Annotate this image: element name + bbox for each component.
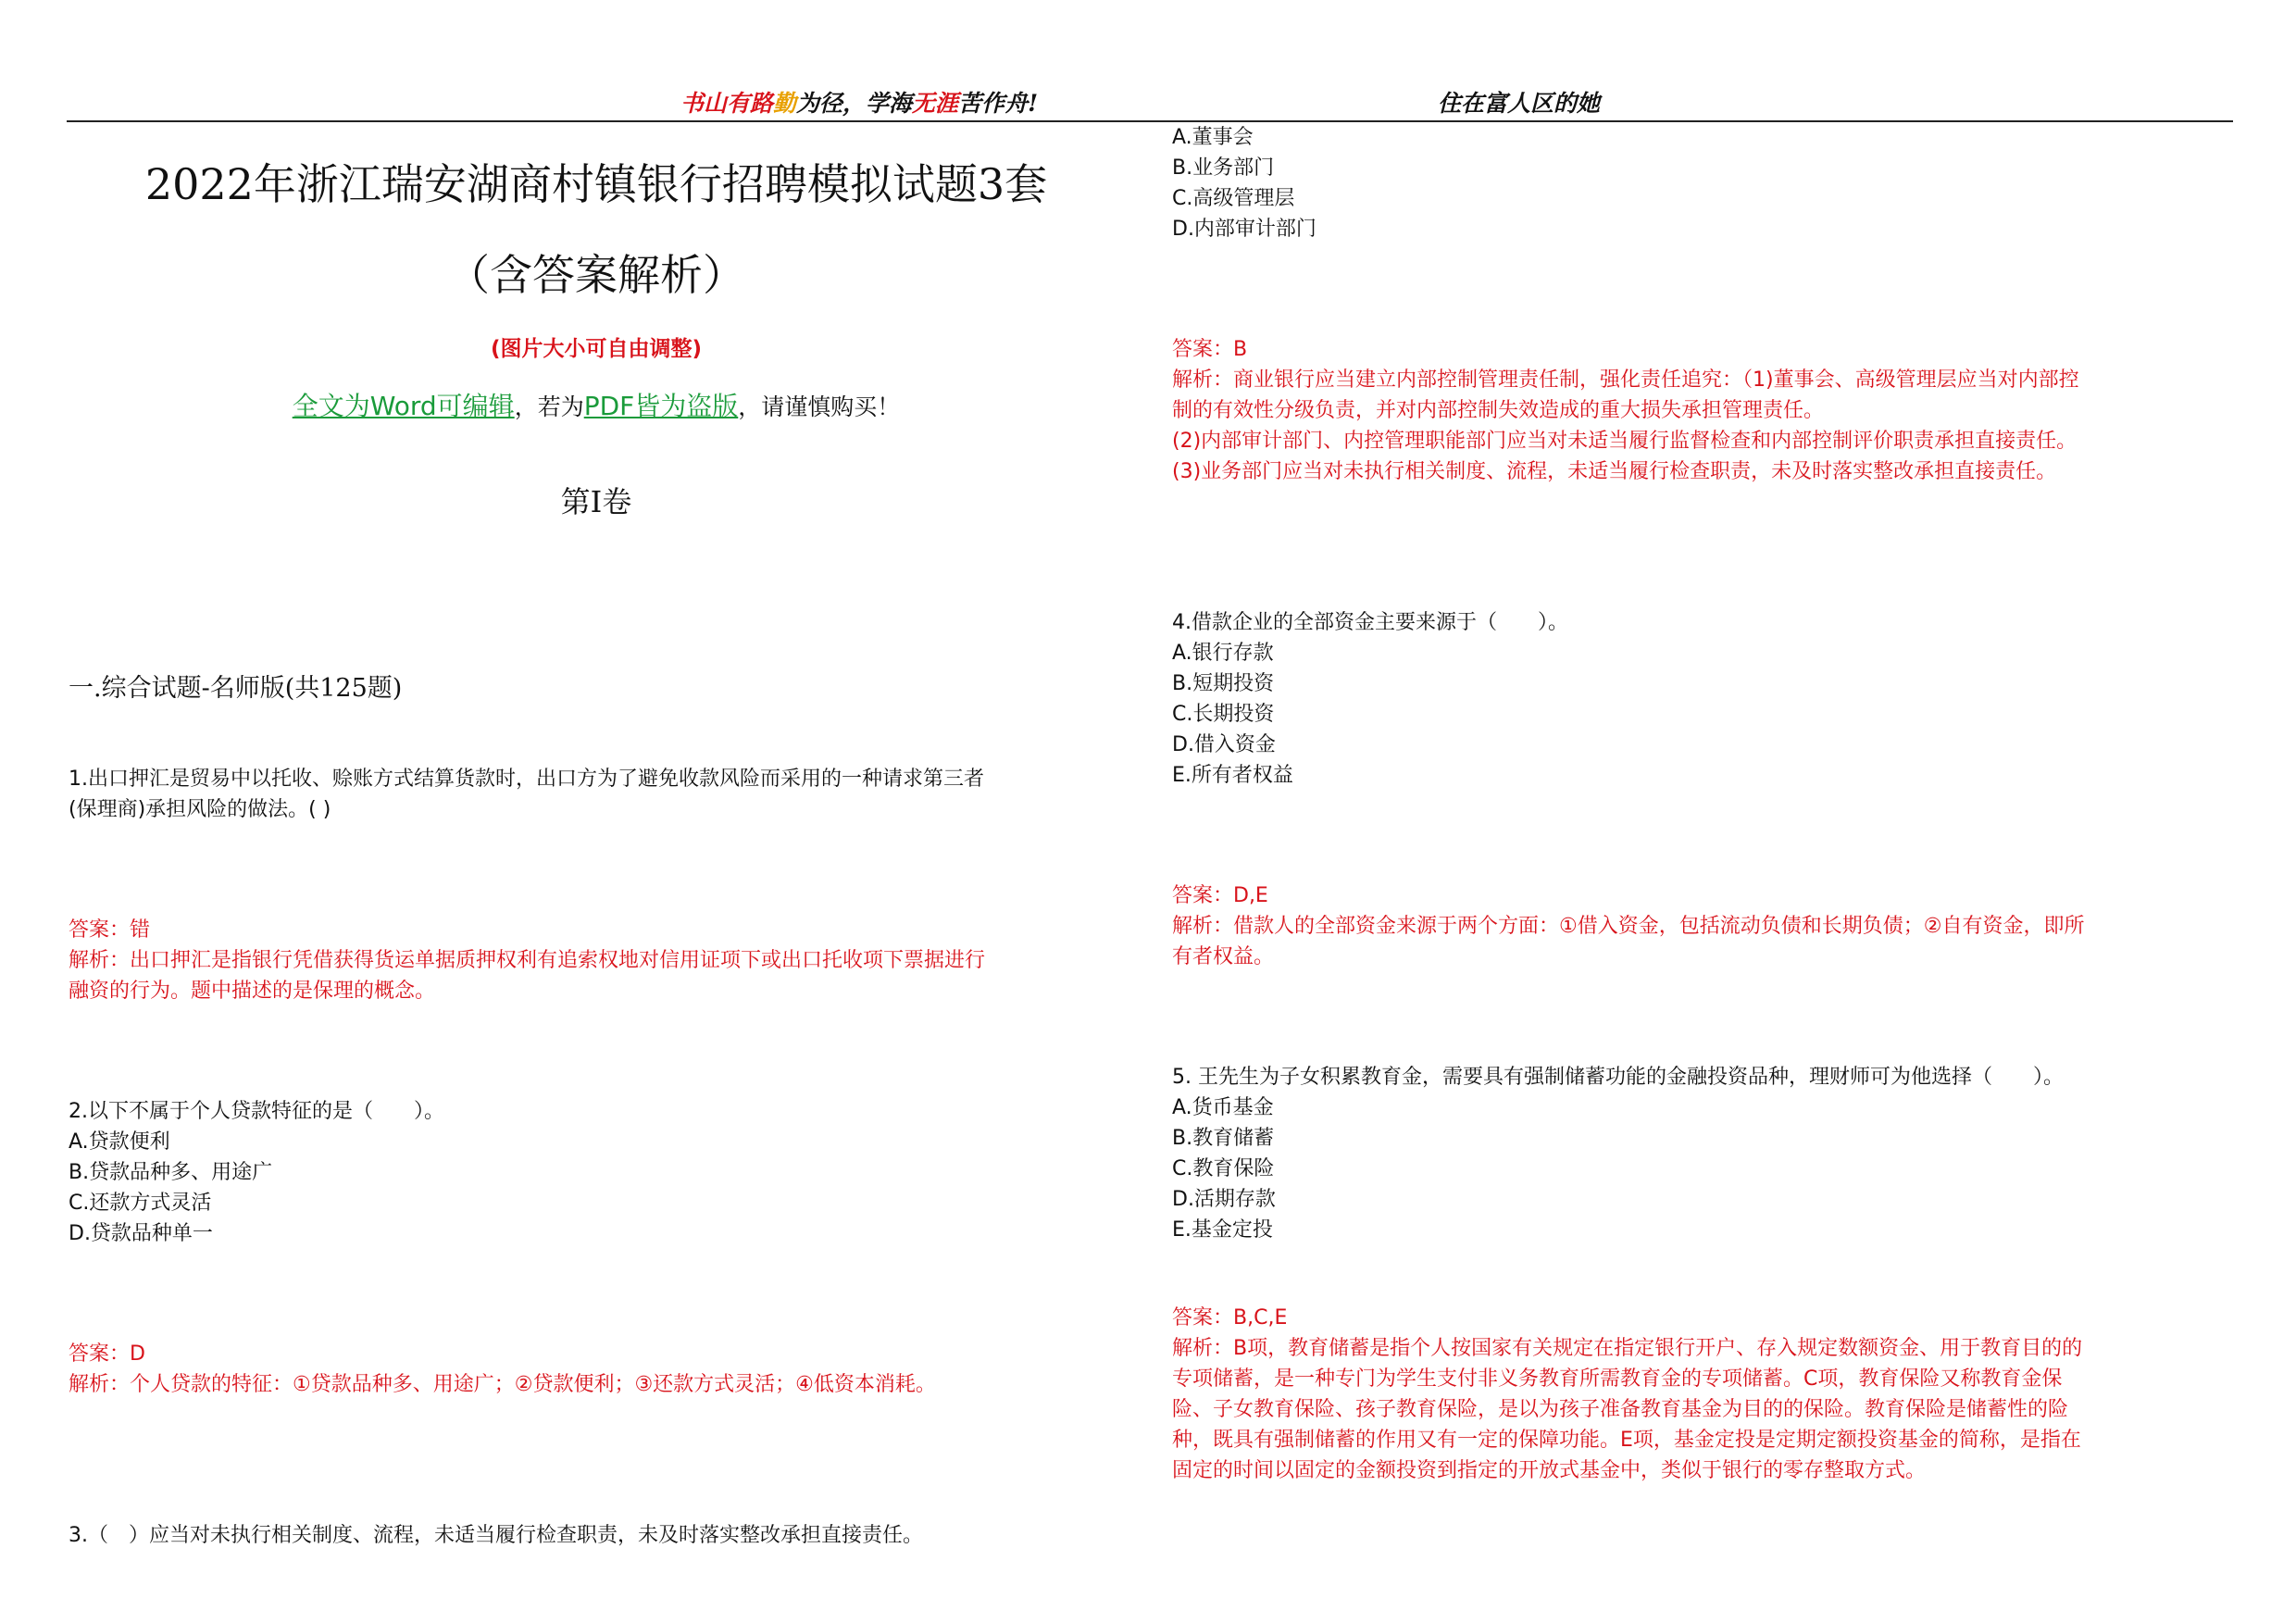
analysis-line: (2)内部审计部门、内控管理职能部门应当对未适当履行监督检查和内部控制评价职责承担直接责任。 bbox=[1172, 430, 2078, 453]
motto-part: 为径，学海 bbox=[796, 90, 913, 117]
analysis-line: 固定的时间以固定的金额投资到指定的开放式基金中，类似于银行的零存整取方式。 bbox=[1172, 1459, 1927, 1482]
answer-2 bbox=[69, 1339, 1124, 1400]
option-b: B.短期投资 bbox=[1172, 672, 1275, 695]
analysis-line: 解析：借款人的全部资金来源于两个方面：①借入资金，包括流动负债和长期负债；②自有资金，即所 bbox=[1172, 915, 2085, 938]
question-stem: 5. 王先生为子女积累教育金，需要具有强制储蓄功能的金融投资品种，理财师可为他选择（ ）。 bbox=[1172, 1066, 2064, 1089]
option-c: C.高级管理层 bbox=[1172, 187, 1295, 210]
volume-heading: 第Ⅰ卷 bbox=[560, 484, 632, 519]
analysis-line: 解析：B项，教育储蓄是指个人按国家有关规定在指定银行开户、存入规定数额资金、用于教育目的的 bbox=[1172, 1337, 2083, 1360]
answer-1 bbox=[69, 915, 1124, 1006]
section-heading: 一.综合试题-名师版(共125题) bbox=[69, 674, 403, 703]
question-stem: 3.（ ）应当对未执行相关制度、流程，未适当履行检查职责，未及时落实整改承担直接责任。 bbox=[69, 1524, 923, 1547]
question-1 bbox=[69, 764, 1124, 825]
header-motto bbox=[680, 85, 1038, 119]
document-title bbox=[69, 139, 1124, 320]
motto-part: 书山有路 bbox=[680, 90, 774, 117]
analysis-line: 险、子女教育保险、孩子教育保险，是以为孩子准备教育基金为目的的保险。教育保险是储蓄性的险 bbox=[1172, 1398, 2069, 1421]
option-a: A.货币基金 bbox=[1172, 1096, 1274, 1119]
answer-label: 答案：错 bbox=[69, 918, 151, 942]
option-b: B.教育储蓄 bbox=[1172, 1127, 1275, 1150]
option-d: D.活期存款 bbox=[1172, 1188, 1276, 1211]
question-4 bbox=[1172, 607, 2233, 791]
option-a: A.银行存款 bbox=[1172, 642, 1274, 665]
analysis-line: 制的有效性分级负责，并对内部控制失效造成的重大损失承担管理责任。 bbox=[1172, 399, 1825, 422]
notice-line bbox=[69, 386, 1124, 423]
analysis-line: 融资的行为。题中描述的是保理的概念。 bbox=[69, 980, 436, 1003]
option-a: A.贷款便利 bbox=[69, 1130, 170, 1154]
title-line-2: （含答案解析） bbox=[447, 250, 745, 300]
motto-part: 苦作舟! bbox=[958, 90, 1039, 117]
analysis-line: 解析：商业银行应当建立内部控制管理责任制，强化责任追究：（1)董事会、高级管理层应当对内部控 bbox=[1172, 368, 2079, 392]
option-b: B.贷款品种多、用途广 bbox=[69, 1161, 273, 1184]
option-c: C.长期投资 bbox=[1172, 703, 1275, 726]
option-c: C.还款方式灵活 bbox=[69, 1192, 212, 1215]
analysis-line: 专项储蓄，是一种专门为学生支付非义务教育所需教育金的专项储蓄。C项，教育保险又称教育金保 bbox=[1172, 1367, 2063, 1391]
option-e: E.基金定投 bbox=[1172, 1218, 1273, 1242]
analysis-line: (3)业务部门应当对未执行相关制度、流程，未适当履行检查职责，未及时落实整改承担直接责任。 bbox=[1172, 460, 2057, 483]
answer-label: 答案：B,C,E bbox=[1172, 1306, 1288, 1330]
option-b: B.业务部门 bbox=[1172, 156, 1275, 180]
question-line: 1.出口押汇是贸易中以托收、赊账方式结算货款时，出口方为了避免收款风险而采用的一种请求第三者 bbox=[69, 768, 984, 791]
option-d: D.贷款品种单一 bbox=[69, 1222, 213, 1245]
pdf-piracy-link[interactable]: PDF皆为盗版 bbox=[583, 391, 739, 421]
motto-part: 勤 bbox=[773, 90, 797, 117]
option-c: C.教育保险 bbox=[1172, 1157, 1275, 1180]
question-5 bbox=[1172, 1062, 2233, 1245]
answer-3 bbox=[1172, 334, 2233, 487]
question-line: (保理商)承担风险的做法。( ) bbox=[69, 798, 331, 821]
option-a: A.董事会 bbox=[1172, 126, 1254, 149]
question-stem: 4.借款企业的全部资金主要来源于（ ）。 bbox=[1172, 611, 1568, 634]
analysis-line: 解析：个人贷款的特征：①贷款品种多、用途广；②贷款便利；③还款方式灵活；④低资本消耗。 bbox=[69, 1373, 936, 1396]
right-column bbox=[1172, 122, 2233, 1486]
option-d: D.内部审计部门 bbox=[1172, 218, 1316, 241]
answer-label: 答案：D,E bbox=[1172, 884, 1268, 907]
question-2 bbox=[69, 1096, 1124, 1249]
notice-text: ，若为 bbox=[514, 393, 584, 420]
answer-4 bbox=[1172, 880, 2233, 972]
answer-label: 答案：D bbox=[69, 1342, 145, 1366]
analysis-line: 解析：出口押汇是指银行凭借获得货运单据质押权利有追索权地对信用证项下或出口托收项下票据进行 bbox=[69, 949, 986, 972]
option-e: E.所有者权益 bbox=[1172, 764, 1293, 787]
question-3-stem bbox=[69, 1520, 1124, 1551]
question-stem: 2.以下不属于个人贷款特征的是（ ）。 bbox=[69, 1100, 444, 1123]
analysis-line: 有者权益。 bbox=[1172, 945, 1275, 968]
answer-label: 答案：B bbox=[1172, 338, 1248, 361]
title-line-1: 2022年浙江瑞安湖商村镇银行招聘模拟试题3套 bbox=[144, 159, 1048, 209]
answer-5 bbox=[1172, 1303, 2233, 1486]
left-column bbox=[69, 139, 1124, 1551]
analysis-line: 种，既具有强制储蓄的作用又有一定的保障功能。E项，基金定投是定期定额投资基金的简称，是指在 bbox=[1172, 1429, 2081, 1452]
subtitle: (图片大小可自由调整) bbox=[490, 337, 703, 361]
header-right-text: 住在富人区的她 bbox=[1438, 90, 1601, 117]
word-editable-link[interactable]: 全文为Word可编辑 bbox=[292, 391, 515, 421]
motto-part: 无涯 bbox=[912, 90, 959, 117]
notice-text: ，请谨慎购买！ bbox=[738, 393, 901, 420]
option-d: D.借入资金 bbox=[1172, 733, 1276, 756]
question-3-options bbox=[1172, 122, 2233, 244]
